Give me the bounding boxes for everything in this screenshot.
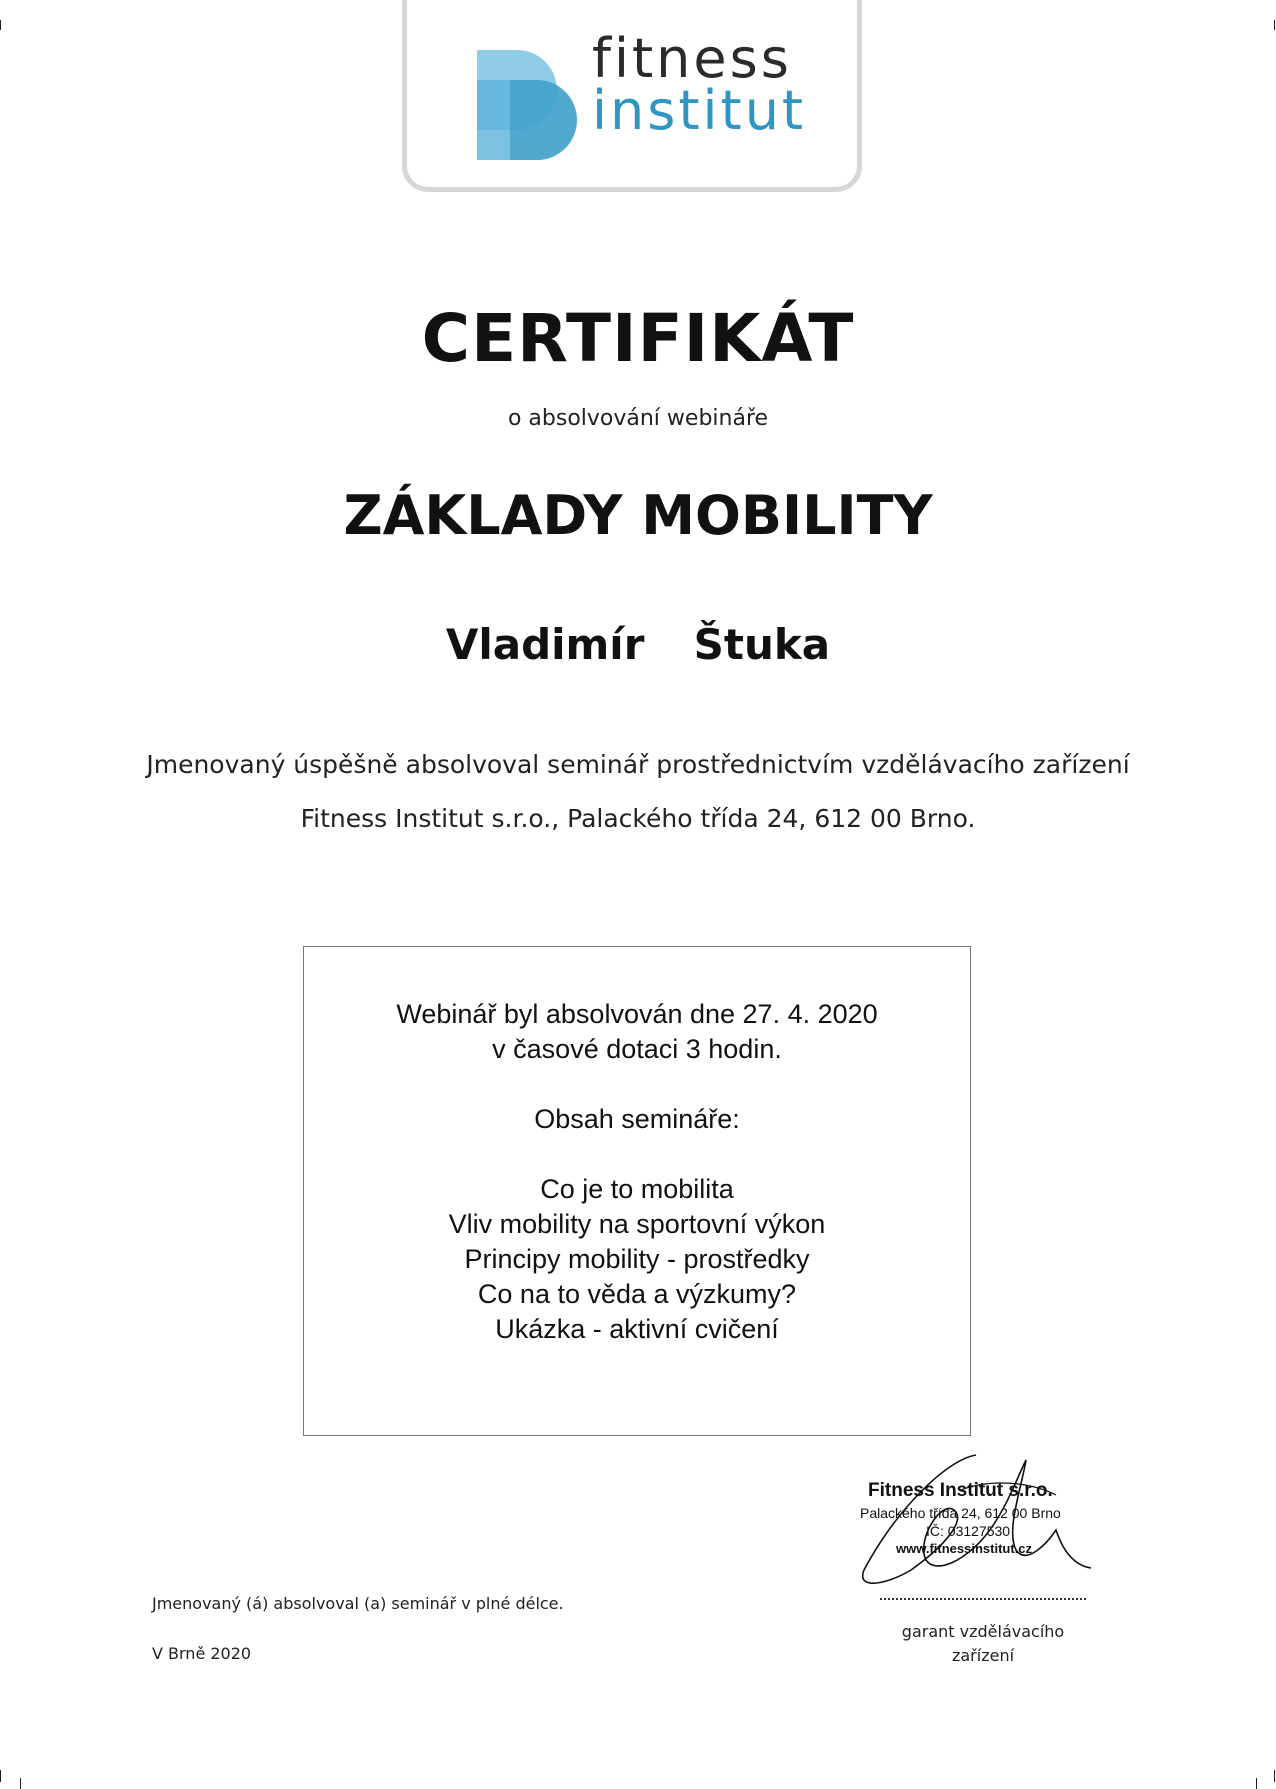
certificate-title: CERTIFIKÁT [421, 300, 855, 377]
crop-mark-bottom-left [0, 1770, 1, 1782]
logo-word-fitness: fitness [592, 27, 792, 90]
description-line-2: Fitness Institut s.r.o., Palackého třída 24, 612 00 Brno. [300, 804, 976, 833]
stamp-company: Fitness Institut s.r.o. [868, 1480, 1053, 1501]
full-length-note: Jmenovaný (á) absolvoval (a) seminář v plné délce. [152, 1594, 564, 1613]
person-name: Vladimír Štuka [445, 620, 831, 669]
stamp-web: www.fitnessinstitut.cz [896, 1541, 1033, 1556]
crop-mark-bottom-left-2 [20, 1778, 21, 1789]
crop-mark-top-left [0, 20, 1, 30]
company-stamp [856, 1450, 1096, 1590]
topic-item: Co je to mobilita [540, 1174, 734, 1204]
signature-line [880, 1598, 1086, 1600]
content-heading: Obsah semináře: [534, 1104, 740, 1134]
place-year: V Brně 2020 [152, 1644, 252, 1663]
crop-mark-bottom-right [1256, 1778, 1257, 1789]
webinar-duration-line: v časové dotaci 3 hodin. [492, 1034, 782, 1064]
course-name: ZÁKLADY MOBILITY [343, 484, 933, 547]
logo-frame [402, 0, 862, 192]
topic-item: Ukázka - aktivní cvičení [495, 1314, 779, 1344]
guarantor-label-line-2: zařízení [951, 1646, 1015, 1665]
topic-item: Principy mobility - prostředky [464, 1244, 810, 1274]
stamp-ico: IČ: 03127530 [926, 1523, 1011, 1539]
description-line-1: Jmenovaný úspěšně absolvoval seminář prostřednictvím vzdělávacího zařízení [146, 750, 1130, 779]
heart-logo-icon [477, 50, 587, 160]
topic-item: Co na to věda a výzkumy? [477, 1279, 797, 1309]
guarantor-label-line-1: garant vzdělávacího [901, 1622, 1065, 1641]
stamp-address: Palackého třída 24, 612 00 Brno [860, 1505, 1061, 1521]
crop-mark-top-right [1274, 20, 1275, 30]
webinar-date-line: Webinář byl absolvován dne 27. 4. 2020 [396, 999, 878, 1029]
crop-mark-bottom-right-2 [1274, 1770, 1275, 1782]
certificate-subtitle: o absolvování webináře [507, 406, 769, 431]
webinar-info-box [303, 946, 971, 1436]
logo-word-institut: institut [592, 79, 807, 142]
topic-item: Vliv mobility na sportovní výkon [448, 1209, 826, 1239]
